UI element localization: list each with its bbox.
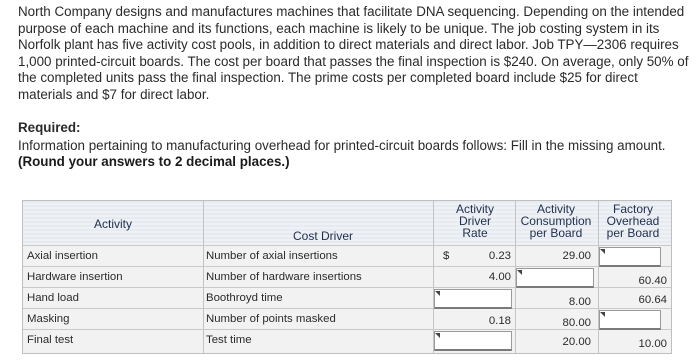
rate-value: 0.23: [488, 250, 511, 262]
dollar-sign: $: [443, 250, 450, 262]
driver-cell: Number of axial insertions: [206, 250, 338, 262]
header-factory-overhead: Factory Overhead per Board: [606, 202, 660, 240]
header-activity-driver-rate: Activity Driver Rate: [455, 202, 494, 240]
activity-cell: Hand load: [27, 292, 79, 304]
rate-finaltest-input[interactable]: [434, 331, 512, 351]
rate-handload-input[interactable]: [434, 289, 512, 309]
overhead-value: 60.40: [638, 275, 667, 287]
dropdown-arrow-icon: [517, 270, 522, 275]
table-row: [23, 329, 671, 353]
overhead-axial-input[interactable]: [599, 247, 661, 267]
driver-cell: Boothroyd time: [206, 292, 283, 304]
header-activity-consumption: Activity Consumption per Board: [520, 202, 592, 240]
dropdown-arrow-icon: [435, 333, 440, 338]
driver-cell: Test time: [206, 334, 252, 346]
activity-cell: Hardware insertion: [27, 271, 123, 283]
problem-intro: North Company designs and manufactures machines that facilitate DNA sequencing. Depending on the intended purpose of each machine and its functions, each machine is likely to be unique. The job costing system in its Norfolk plant has five activity cost pools, in addition to direct materials and direct labor. Job TPY—2306 requires 1,000 printed-circuit boards. The cost per board that passes the final inspection is $240. On average, only 50% of the completed units pass the final inspection. The prime costs per completed board include $25 for direct materials and $7 for direct labor.: [18, 4, 689, 102]
rounding-note: (Round your answers to 2 decimal places.): [18, 154, 290, 169]
consumption-value: 8.00: [568, 296, 591, 308]
activity-cell: Final test: [27, 334, 74, 346]
table-row: [23, 308, 671, 330]
required-heading: Required:: [18, 120, 81, 135]
consumption-value: 80.00: [562, 317, 591, 329]
consumption-hardware-input[interactable]: [516, 268, 594, 288]
header-activity: Activity: [93, 217, 132, 231]
table-row: [23, 287, 671, 309]
consumption-value: 20.00: [562, 336, 591, 348]
activity-cell: Axial insertion: [27, 250, 98, 262]
dropdown-arrow-icon: [600, 249, 605, 254]
required-body-text: Information pertaining to manufacturing overhead for printed-circuit boards follows: Fill in the missing amount.: [18, 138, 666, 153]
required-instructions: [18, 138, 688, 170]
overhead-value: 10.00: [638, 338, 667, 350]
activity-cell: Masking: [27, 313, 70, 325]
rate-value: 4.00: [488, 271, 511, 283]
dropdown-arrow-icon: [600, 312, 605, 317]
dropdown-arrow-icon: [435, 291, 440, 296]
driver-cell: Number of hardware insertions: [206, 271, 362, 283]
overhead-value: 60.64: [638, 294, 667, 306]
overhead-masking-input[interactable]: [599, 310, 661, 330]
consumption-value: 29.00: [562, 250, 591, 262]
rate-value: 0.18: [488, 315, 511, 327]
overhead-table: [22, 200, 672, 354]
header-cost-driver: Cost Driver: [292, 229, 353, 243]
table-row: [23, 245, 671, 267]
driver-cell: Number of points masked: [206, 313, 336, 325]
